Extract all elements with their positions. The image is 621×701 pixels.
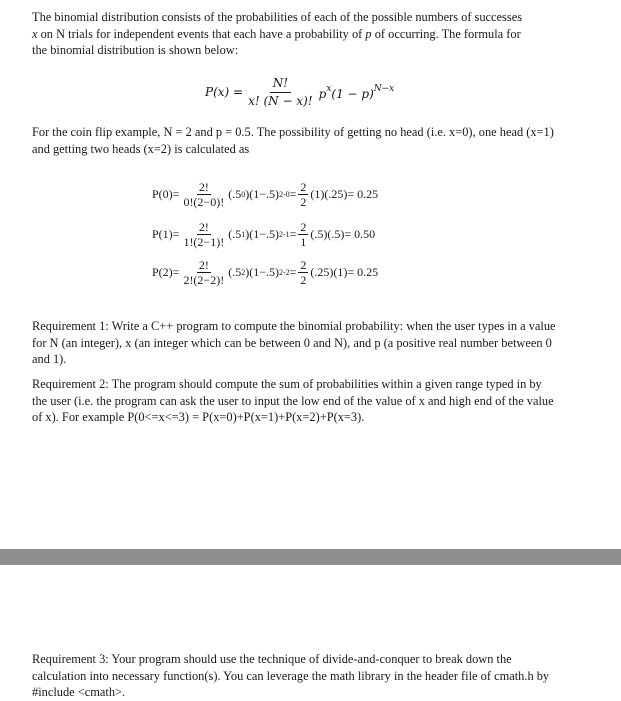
calc-factorial-fraction (181, 258, 226, 287)
calc-result: (.25)(1)= 0.25 (310, 264, 379, 279)
req3-line-1: Requirement 3: Your program should use the technique of divide-and-conquer to break down the (32, 652, 512, 666)
calc-factorial-den: 1!(2−1)! (183, 234, 225, 249)
formula-lhs: P(x) = (205, 85, 244, 99)
calc-e2: 2-2 (278, 267, 290, 277)
calc-factorial-num: 2! (198, 257, 209, 272)
calc-b1: (.5 (228, 186, 242, 201)
calc-b1: (.5 (228, 226, 242, 241)
intro-line-2-end: of occurring. The formula for (371, 26, 521, 41)
formula-numerator: N! (270, 76, 291, 93)
calc-e1: 2 (241, 267, 246, 277)
calc-factorial-fraction (181, 220, 226, 249)
calc-mid: )(1−.5) (245, 226, 279, 241)
intro-line-2-text: on N trials for independent events that each have a probability of (37, 26, 366, 41)
calc-mid: )(1−.5) (245, 264, 279, 279)
calc-fraction-num: 2 (300, 179, 307, 194)
calc-e1: 0 (241, 189, 246, 199)
intro-line-1: The binomial distribution consists of the probabilities of each of the possible numbers of successes (32, 10, 523, 24)
coin-line-1: For the coin flip example, N = 2 and p = 0.5. The possibility of getting no head (i.e. x=0), one head (x=1) (32, 125, 554, 139)
intro-paragraph (32, 9, 580, 59)
calc-eq: = (289, 264, 297, 279)
intro-var-p: p (365, 26, 372, 41)
coin-line-2: and getting two heads (x=2) is calculated as (32, 141, 250, 156)
calc-fraction-den: 2 (300, 272, 307, 287)
calc-factorial-den: 2!(2−2)! (183, 272, 225, 287)
formula-exp-n-minus-x: N−x (373, 83, 395, 94)
calc-e2: 2-1 (278, 229, 290, 239)
calc-fraction-den: 1 (300, 234, 307, 249)
coin-flip-paragraph (32, 124, 580, 157)
calc-fraction-den: 2 (300, 194, 307, 209)
formula-fraction (245, 76, 316, 109)
intro-var-x: x (32, 26, 38, 41)
requirement-1 (32, 318, 580, 368)
calc-p2 (152, 256, 378, 288)
calc-lhs: P(1)= (152, 226, 180, 241)
calc-simple-fraction (298, 220, 308, 249)
calc-simple-fraction (298, 258, 308, 287)
calc-fraction-num: 2 (300, 219, 307, 234)
req3-line-2: calculation into necessary function(s). You can leverage the math library in the header file of cmath.h by (32, 668, 550, 683)
binomial-formula (205, 72, 394, 112)
req2-line-3: of x). For example P(0<=x<=3) = P(x=0)+P(x=1)+P(x=2)+P(x=3). (32, 410, 365, 424)
req3-line-3: #include <cmath>. (32, 685, 126, 699)
calc-result: (.5)(.5)= 0.50 (310, 226, 376, 241)
formula-exp-x: x (326, 83, 332, 94)
calc-lhs: P(0)= (152, 186, 180, 201)
calc-simple-fraction (298, 180, 308, 209)
calc-lhs: P(2)= (152, 264, 180, 279)
formula-base-p: p (318, 86, 327, 101)
req2-line-2: the user (i.e. the program can ask the user to input the low end of the value of x and high end of the value (32, 393, 554, 408)
calc-p0 (152, 178, 378, 210)
calc-fraction-num: 2 (300, 257, 307, 272)
req1-line-3: and 1). (32, 352, 67, 366)
calc-result: (1)(.25)= 0.25 (310, 186, 379, 201)
calc-eq: = (289, 186, 297, 201)
calc-p1 (152, 218, 375, 250)
formula-power-terms (319, 84, 395, 101)
calc-eq: = (289, 226, 297, 241)
calc-factorial-den: 0!(2−0)! (183, 194, 225, 209)
calc-factorial-fraction (181, 180, 226, 209)
calc-factorial-num: 2! (198, 179, 209, 194)
formula-base-1-minus-p: (1 − p) (331, 86, 374, 101)
requirement-2 (32, 376, 580, 426)
calc-b1: (.5 (228, 264, 242, 279)
calc-e2: 2-0 (278, 189, 290, 199)
calc-e1: 1 (241, 229, 246, 239)
section-divider-bar (0, 549, 621, 565)
calc-mid: )(1−.5) (245, 186, 279, 201)
intro-line-3: the binomial distribution is shown below: (32, 43, 239, 57)
formula-denominator: x! (N − x)! (248, 93, 313, 108)
req2-line-1: Requirement 2: The program should compute the sum of probabilities within a given range typed in by (32, 377, 542, 391)
req1-line-1: Requirement 1: Write a C++ program to compute the binomial probability: when the user types in a value (32, 319, 556, 333)
calc-factorial-num: 2! (198, 219, 209, 234)
req1-line-2: for N (an integer), x (an integer which can be between 0 and N), and p (a positive real number between 0 (32, 335, 552, 350)
requirement-3 (32, 651, 580, 701)
